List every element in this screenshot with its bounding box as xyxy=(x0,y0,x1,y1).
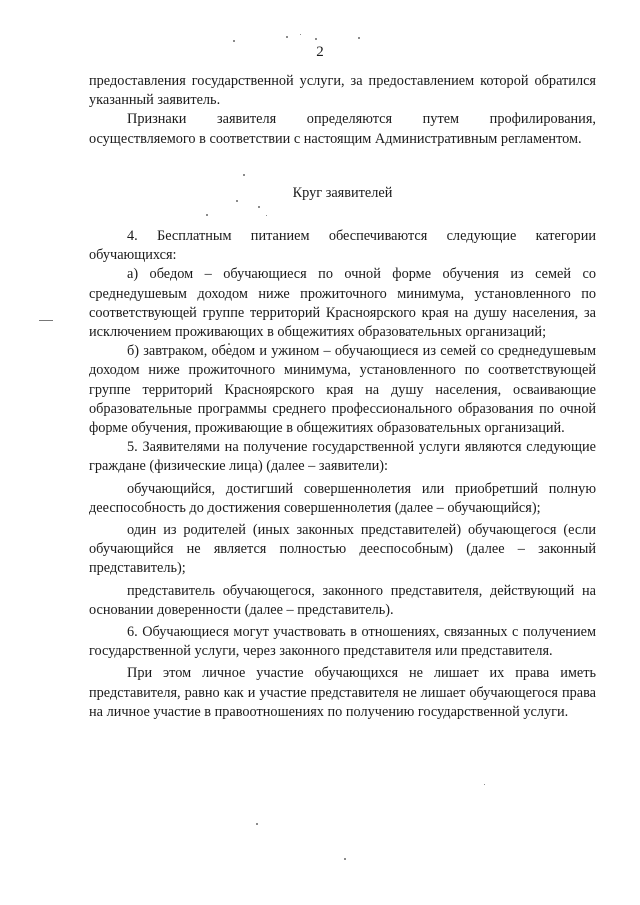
scan-mark xyxy=(39,320,53,321)
clause-4b: б) завтраком, обедом и ужином – обучающиеся из семей со среднедушевым доходом ниже прожиточного минимума, установленного по соответствующей группе территорий Красноярского края на душу населения, осваивающие образовательные программы среднего профессионального образования по очной форме обучения, проживающие в общежитиях образовательных организаций. xyxy=(89,343,596,437)
scan-speck xyxy=(233,40,235,42)
scan-speck xyxy=(358,37,360,39)
scan-speck xyxy=(286,36,288,38)
scan-speck xyxy=(315,38,317,40)
paragraph: Признаки заявителя определяются путем профилирования, осуществляемого в соответствии с настоящим Административным регламентом. xyxy=(89,111,596,147)
scan-speck xyxy=(300,34,301,35)
document-body xyxy=(89,72,596,722)
clause-5-item: один из родителей (иных законных представителей) обучающегося (если обучающийся не является полностью дееспособным) (далее – законный представитель); xyxy=(89,522,596,577)
page-number: 2 xyxy=(316,44,324,60)
clause-5: 5. Заявителями на получение государственной услуги являются следующие граждане (физические лица) (далее – заявители): xyxy=(89,439,596,475)
clause-5-item: обучающийся, достигший совершеннолетия или приобретший полную дееспособность до достижения совершеннолетия (далее – обучающийся); xyxy=(89,480,596,516)
scan-speck xyxy=(484,784,485,785)
section-heading: Круг заявителей xyxy=(292,184,393,201)
clause-5-item: представитель обучающегося, законного представителя, действующий на основании доверенности (далее – представитель). xyxy=(89,582,596,618)
scan-speck xyxy=(256,823,258,825)
paragraph: предоставления государственной услуги, за предоставлением которой обратился указанный заявитель. xyxy=(89,73,596,109)
clause-6: 6. Обучающиеся могут участвовать в отношениях, связанных с получением государственной услуги, через законного представителя или представителя. xyxy=(89,624,596,660)
paragraph: При этом личное участие обучающихся не лишает их права иметь представителя, равно как и участие представителя не лишает обучающегося права на личное участие в правоотношениях по получению государственной услуги. xyxy=(89,665,596,720)
clause-4: 4. Бесплатным питанием обеспечиваются следующие категории обучающихся: xyxy=(89,228,596,264)
clause-4a: а) обедом – обучающиеся по очной форме обучения из семей со среднедушевым доходом ниже прожиточного минимума, установленного по соответствующей группе территорий Красноярского края на душу населения, за исключением проживающих в общежитиях образовательных организаций; xyxy=(89,266,596,341)
scan-speck xyxy=(344,858,346,860)
